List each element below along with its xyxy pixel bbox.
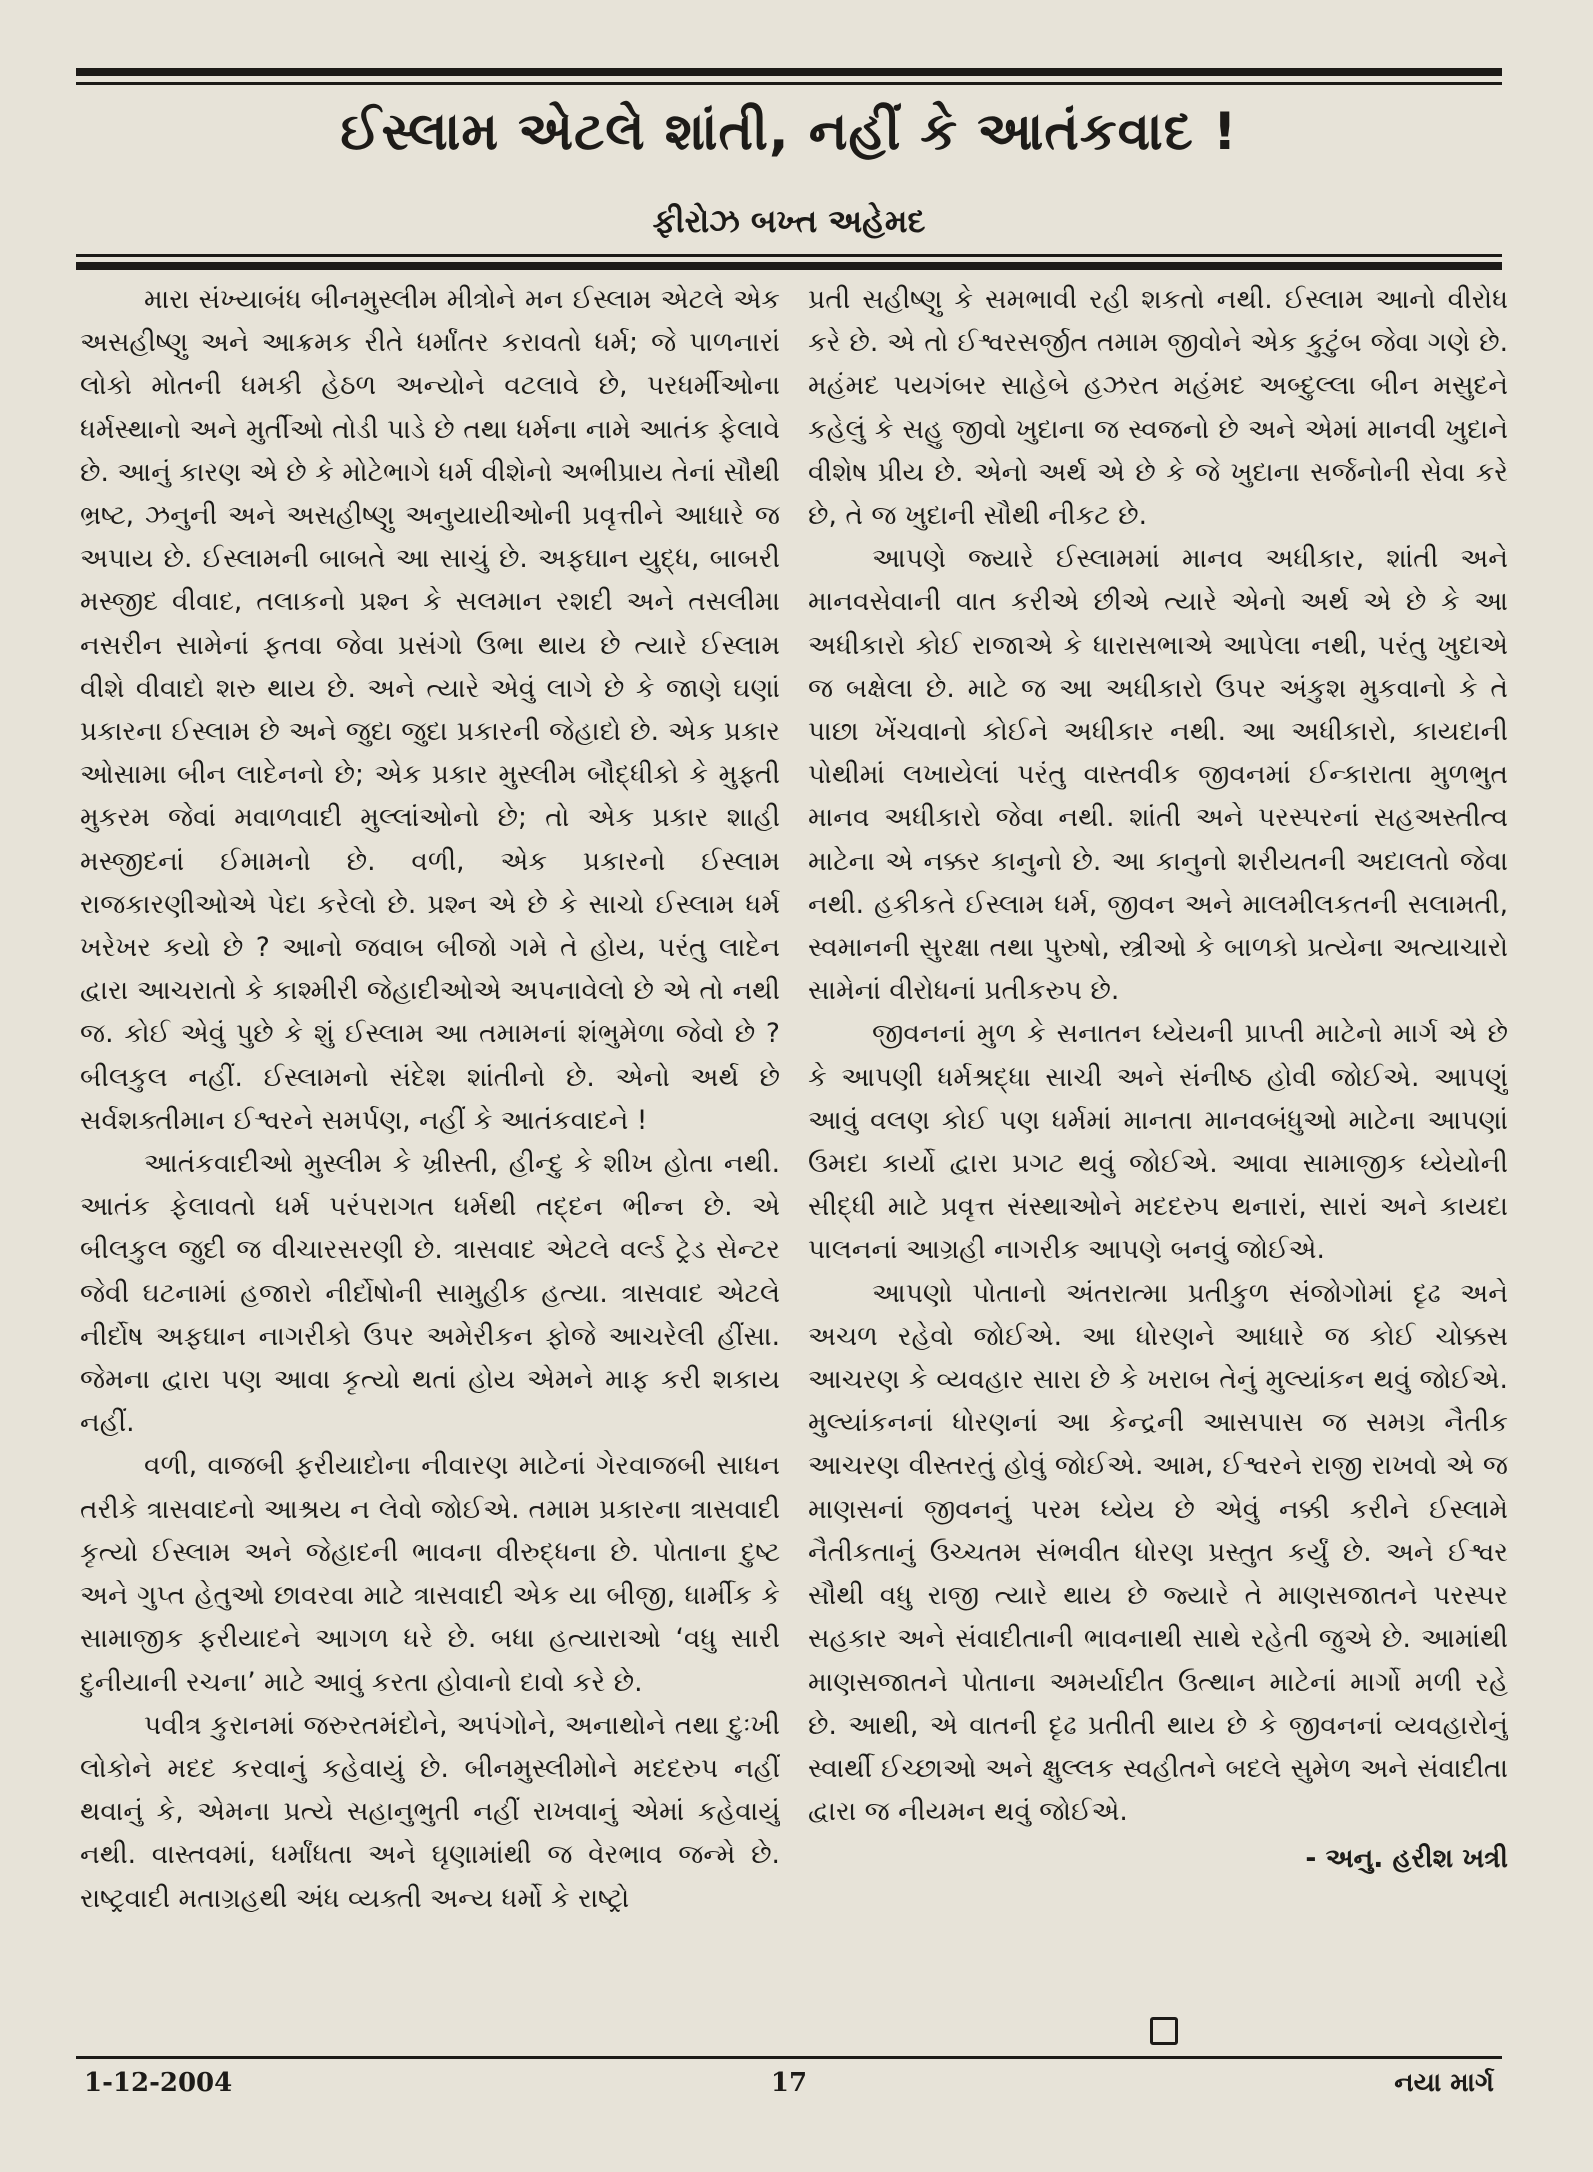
header-bottom-rule [76,262,1502,270]
article-title: ઈસ્લામ એટલે શાંતી, નહીં કે આતંકવાદ ! [340,102,1238,162]
article-column-right [808,278,1508,2003]
header-top-thin-rule [76,82,1502,85]
article-author: ફીરોઝ બખ્ત અહેમદ [652,202,926,240]
header-top-rule [76,68,1502,76]
magazine-name: નયા માર્ગ [1394,2068,1494,2098]
paragraph: આપણે જ્યારે ઈસ્લામમાં માનવ અધીકાર, શાંતી અને માનવસેવાની વાત કરીએ છીએ ત્યારે એનો અર્થ એ છે કે આ અધીકારો કોઈ રાજાએ કે ધારાસભાએ આપેલા નથી, પરંતુ ખુદાએ જ બક્ષેલા છે. માટે જ આ અધીકારો ઉપર અંકુશ મુકવાનો કે તે પાછા ખેંચવાનો કોઈને અધીકાર નથી. આ અધીકારો, કાયદાની પોથીમાં લખાયેલાં પરંતુ વાસ્તવીક જીવનમાં ઈન્કારાતા મુળભુત માનવ અધીકારો જેવા નથી. શાંતી અને પરસ્પરનાં સહઅસ્તીત્વ માટેના એ નક્કર કાનુનો છે. આ કાનુનો શરીયતની અદાલતો જેવા નથી. હકીકતે ઈસ્લામ ધર્મ, જીવન અને માલમીલકતની સલામતી, સ્વમાનની સુરક્ષા તથા પુરુષો, સ્ત્રીઓ કે બાળકો પ્રત્યેના અત્યાચારો સામેનાં વીરોધનાં પ્રતીકરુપ છે. [808,543,1508,1007]
page-number: 17 [770,2068,808,2098]
article-column-left [80,278,780,2003]
page-footer [76,2068,1502,2112]
paragraph: વળી, વાજબી ફરીયાદોના નીવારણ માટેનાં ગેરવાજબી સાધન તરીકે ત્રાસવાદનો આશ્રય ન લેવો જોઈએ. તમામ પ્રકારના ત્રાસવાદી કૃત્યો ઈસ્લામ અને જેહાદની ભાવના વીરુદ્ધના છે. પોતાના દુષ્ટ અને ગુપ્ત હેતુઓ છાવરવા માટે ત્રાસવાદી એક યા બીજી, ધાર્મીક કે સામાજીક ફરીયાદને આગળ ધરે છે. બધા હત્યારાઓ ‘વધુ સારી દુનીયાની રચના’ માટે આવું કરતા હોવાનો દાવો કરે છે. [80,1450,780,1698]
paragraph: જીવનનાં મુળ કે સનાતન ધ્યેયની પ્રાપ્તી માટેનો માર્ગ એ છે કે આપણી ધર્મશ્રદ્ધા સાચી અને સંનીષ્ઠ હોવી જોઈએ. આપણું આવું વલણ કોઈ પણ ધર્મમાં માનતા માનવબંધુઓ માટેના આપણાં ઉમદા કાર્યો દ્વારા પ્રગટ થવું જોઈએ. આવા સામાજીક ધ્યેયોની સીદ્ધી માટે પ્રવૃત્ત સંસ્થાઓને મદદરુપ થનારાં, સારાં અને કાયદા પાલનનાં આગ્રહી નાગરીક આપણે બનવું જોઈએ. [808,1018,1508,1266]
footer-rule [76,2056,1502,2059]
paragraph: મારા સંખ્યાબંધ બીનમુસ્લીમ મીત્રોને મન ઈસ્લામ એટલે એક અસહીષ્ણુ અને આક્રમક રીતે ધર્માંતર કરાવતો ધર્મ; જે પાળનારાં લોકો મોતની ધમકી હેઠળ અન્યોને વટલાવે છે, પરધર્મીઓના ધર્મસ્થાનો અને મુર્તીઓ તોડી પાડે છે તથા ધર્મના નામે આતંક ફેલાવે છે. આનું કારણ એ છે કે મોટેભાગે ધર્મ વીશેનો અભીપ્રાય તેનાં સૌથી ભ્રષ્ટ, ઝનુની અને અસહીષ્ણુ અનુયાયીઓની પ્રવૃત્તીને આધારે જ અપાય છે. ઈસ્લામની બાબતે આ સાચું છે. અફઘાન યુદ્ધ, બાબરી મસ્જીદ વીવાદ, તલાકનો પ્રશ્ન કે સલમાન રશદી અને તસલીમા નસરીન સામેનાં ફતવા જેવા પ્રસંગો ઉભા થાય છે ત્યારે ઈસ્લામ વીશે વીવાદો શરુ થાય છે. અને ત્યારે એવું લાગે છે કે જાણે ઘણાં પ્રકારના ઈસ્લામ છે અને જુદા જુદા પ્રકારની જેહાદો છે. એક પ્રકાર ઓસામા બીન લાદેનનો છે; એક પ્રકાર મુસ્લીમ બૌદ્ધીકો કે મુફ્તી મુકરમ જેવાં મવાળવાદી મુલ્લાંઓનો છે; તો એક પ્રકાર શાહી મસ્જીદનાં ઈમામનો છે. વળી, એક પ્રકારનો ઈસ્લામ રાજકારણીઓએ પેદા કરેલો છે. પ્રશ્ન એ છે કે સાચો ઈસ્લામ ધર્મ ખરેખર કયો છે ? આનો જવાબ બીજો ગમે તે હોય, પરંતુ લાદેન દ્વારા આચરાતો કે કાશ્મીરી જેહાદીઓએ અપનાવેલો છે એ તો નથી જ. કોઈ એવું પુછે કે શું ઈસ્લામ આ તમામનાં શંભુમેળા જેવો છે ? બીલકુલ નહીં. ઈસ્લામનો સંદેશ શાંતીનો છે. એનો અર્થ છે સર્વશક્તીમાન ઈશ્વરને સમર્પણ, નહીં કે આતંકવાદને ! [80,284,780,1136]
header-bottom-thin-rule [76,254,1502,257]
translator-credit: - અનુ. હરીશ ખત્રી [1305,1843,1508,1875]
paragraph-continued: પ્રતી સહીષ્ણુ કે સમભાવી રહી શકતો નથી. ઈસ્લામ આનો વીરોધ કરે છે. એ તો ઈશ્વરસર્જીત તમામ જીવોને એક કુટુંબ જેવા ગણે છે. મહંમદ પયગંબર સાહેબે હઝરત મહંમદ અબ્દુલ્લા બીન મસુદને કહેલું કે સહુ જીવો ખુદાના જ સ્વજનો છે અને એમાં માનવી ખુદાને વીશેષ પ્રીય છે. એનો અર્થ એ છે કે જે ખુદાના સર્જનોની સેવા કરે છે, તે જ ખુદાની સૌથી નીકટ છે. [808,284,1508,532]
issue-date: 1-12-2004 [84,2068,233,2098]
end-of-article-square-icon [1150,2017,1178,2045]
paragraph: આતંકવાદીઓ મુસ્લીમ કે ખ્રીસ્તી, હીન્દુ કે શીખ હોતા નથી. આતંક ફેલાવતો ધર્મ પરંપરાગત ધર્મથી તદ્દન ભીન્ન છે. એ બીલકુલ જુદી જ વીચારસરણી છે. ત્રાસવાદ એટલે વર્લ્ડ ટ્રેડ સેન્ટર જેવી ઘટનામાં હજારો નીર્દોષોની સામુહીક હત્યા. ત્રાસવાદ એટલે નીર્દોષ અફઘાન નાગરીકો ઉપર અમેરીકન ફોજે આચરેલી હીંસા. જેમના દ્વારા પણ આવા કૃત્યો થતાં હોય એમને માફ કરી શકાય નહીં. [80,1148,780,1439]
paragraph: આપણો પોતાનો અંતરાત્મા પ્રતીકુળ સંજોગોમાં દૃઢ અને અચળ રહેવો જોઈએ. આ ધોરણને આધારે જ કોઈ ચોક્કસ આચરણ કે વ્યવહાર સારા છે કે ખરાબ તેનું મુલ્યાંકન થવું જોઈએ. મુલ્યાંકનનાં ધોરણનાં આ કેન્દ્રની આસપાસ જ સમગ્ર નૈતીક આચરણ વીસ્તરતું હોવું જોઈએ. આમ, ઈશ્વરને રાજી રાખવો એ જ માણસનાં જીવનનું પરમ ધ્યેય છે એવું નક્કી કરીને ઈસ્લામે નૈતીકતાનું ઉચ્ચતમ સંભવીત ધોરણ પ્રસ્તુત કર્યું છે. અને ઈશ્વર સૌથી વધુ રાજી ત્યારે થાય છે જ્યારે તે માણસજાતને પરસ્પર સહકાર અને સંવાદીતાની ભાવનાથી સાથે રહેતી જુએ છે. આમાંથી માણસજાતને પોતાના અમર્યાદીત ઉત્થાન માટેનાં માર્ગો મળી રહે છે. આથી, એ વાતની દૃઢ પ્રતીતી થાય છે કે જીવનનાં વ્યવહારોનું સ્વાર્થી ઈચ્છાઓ અને ક્ષુલ્લક સ્વહીતને બદલે સુમેળ અને સંવાદીતા દ્વારા જ નીયમન થવું જોઈએ. [808,1277,1508,1828]
paragraph: પવીત્ર કુરાનમાં જરુરતમંદોને, અપંગોને, અનાથોને તથા દુઃખી લોકોને મદદ કરવાનું કહેવાયું છે. બીનમુસ્લીમોને મદદરુપ નહીં થવાનું કે, એમના પ્રત્યે સહાનુભુતી નહીં રાખવાનું એમાં કહેવાયું નથી. વાસ્તવમાં, ધર્માંધતા અને ઘૃણામાંથી જ વેરભાવ જન્મે છે. રાષ્ટ્રવાદી મતાગ્રહથી અંધ વ્યક્તી અન્ય ધર્મો કે રાષ્ટ્રો [80,1709,780,1914]
